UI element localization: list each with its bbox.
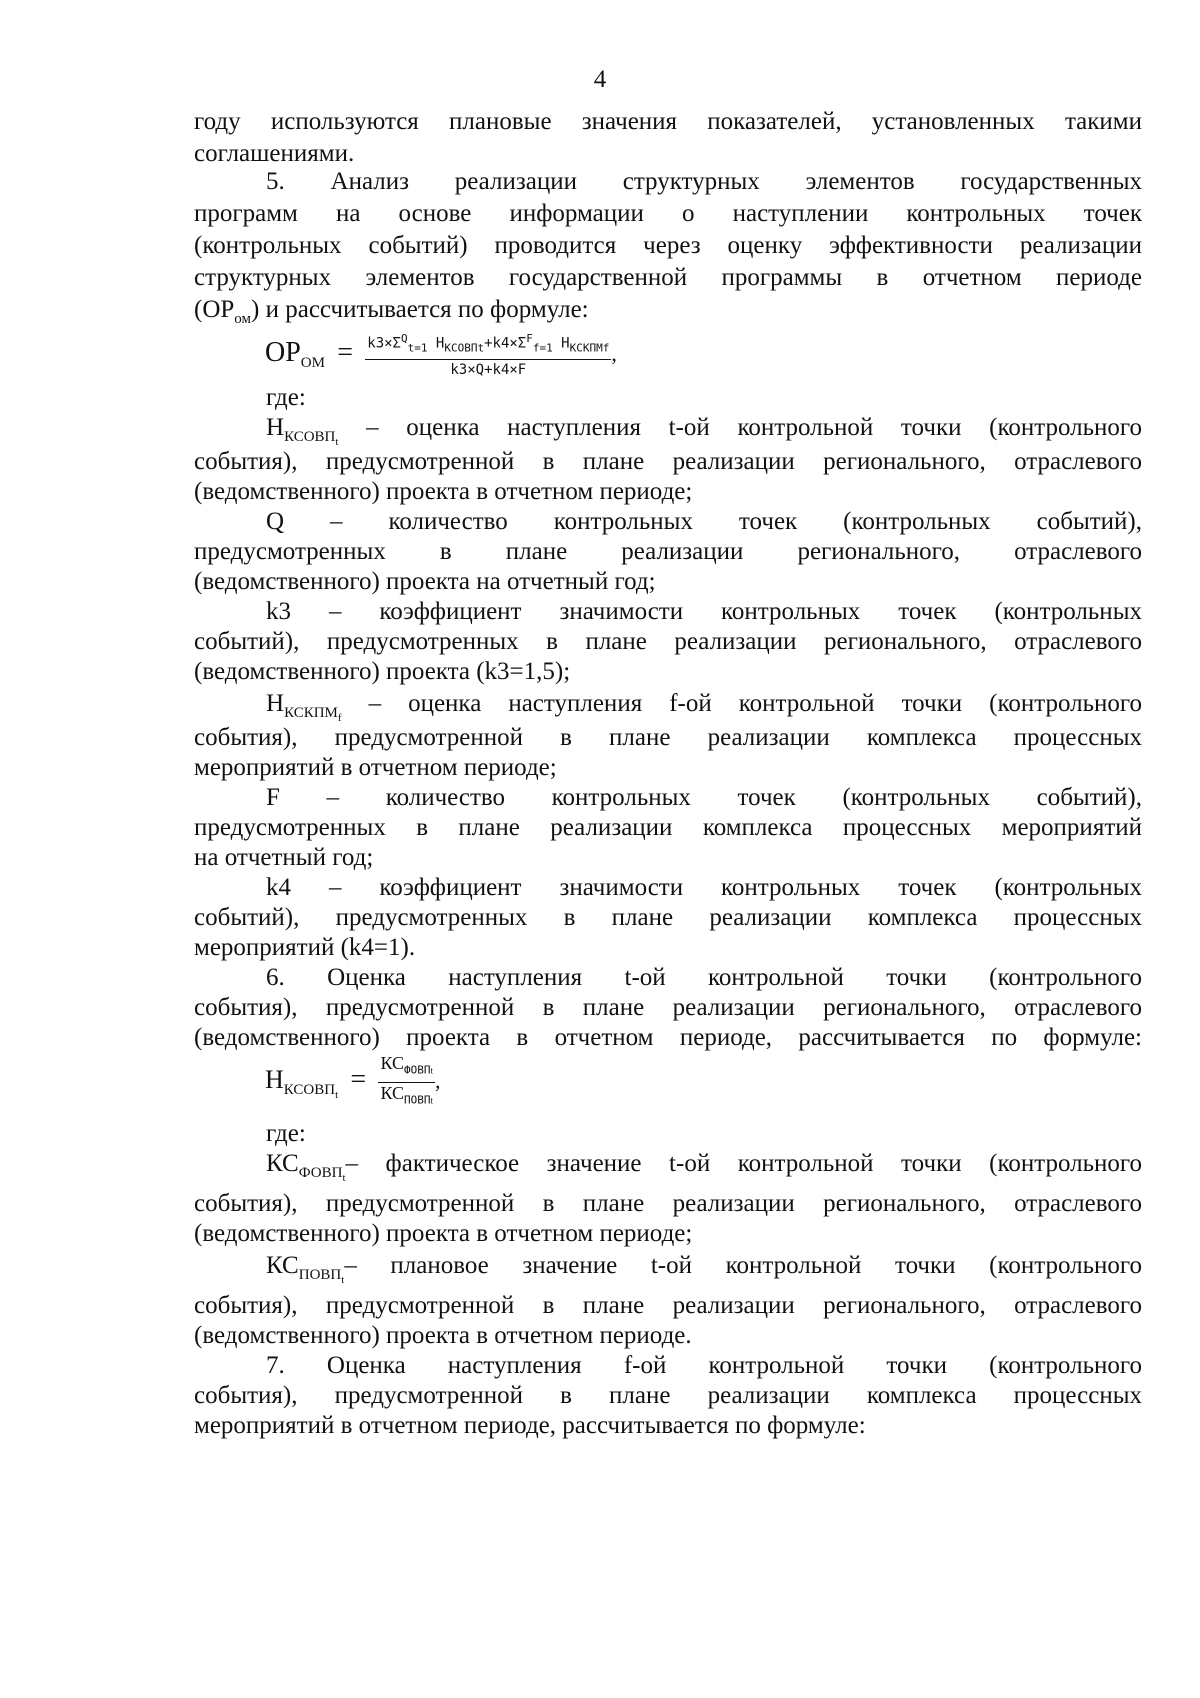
formula-lhs-sub: ОМ	[300, 354, 325, 371]
paragraph-6-start: 6. Оценка наступления t-ой контрольной точки (контрольного	[266, 964, 1142, 991]
symbol-subsub: t	[342, 1172, 346, 1184]
text-line: события), предусмотренной в плане реализации комплекса процессных	[194, 1382, 1142, 1409]
subscript: ом	[234, 311, 252, 327]
symbol-subsub: t	[341, 1274, 345, 1286]
text-line: события), предусмотренной в плане реализации регионального, отраслевого	[194, 1190, 1142, 1217]
formula-limit: Q	[400, 332, 408, 345]
formula-index: f=1	[532, 341, 553, 355]
formula-denominator: k3×Q+k4×F	[450, 362, 527, 379]
formula-limit: F	[526, 332, 533, 345]
text-line: события), предусмотренной в плане реализации регионального, отраслевого	[194, 448, 1142, 475]
text-line: события), предусмотренной в плане реализации регионального, отраслевого	[194, 1292, 1142, 1319]
text-line: предусмотренных в плане реализации регионального, отраслевого	[194, 538, 1142, 565]
formula-text: +k4×Σ	[484, 335, 527, 352]
formula-fraction	[378, 1054, 435, 1110]
formula-index: КСОВПt	[444, 341, 485, 355]
formula-text: Н	[552, 335, 570, 352]
formula-lhs-subsub: t	[335, 1088, 339, 1101]
formula-index: ФОВП	[404, 1063, 431, 1077]
text-line: (ведомственного) проекта в отчетном периоде.	[194, 1322, 692, 1349]
formula-subindex: t	[430, 1095, 434, 1106]
definition-k3: k3 – коэффициент значимости контрольных точек (контрольных	[266, 598, 1142, 625]
formula-numerator	[378, 1054, 435, 1083]
text-line: (ведомственного) проекта в отчетном периоде;	[194, 1220, 693, 1247]
symbol-sub	[298, 1165, 346, 1184]
text-line: (ведомственного) проекта на отчетный год;	[194, 568, 656, 595]
symbol-subsub: t	[335, 436, 339, 448]
symbol-subsub: f	[337, 712, 342, 724]
definition-k4: k4 – коэффициент значимости контрольных точек (контрольных	[266, 874, 1142, 901]
formula-numerator	[365, 330, 611, 360]
paragraph-5-start: 5. Анализ реализации структурных элементов государственных	[266, 168, 1142, 195]
formula-index: КСКПМf	[569, 341, 610, 355]
formula-op-om	[265, 330, 617, 380]
formula-lhs-sub-text: КСОВП	[283, 1081, 336, 1098]
text-line: события), предусмотренной в плане реализации регионального, отраслевого	[194, 994, 1142, 1021]
symbol-sub-text: ФОВП	[298, 1165, 343, 1181]
symbol-sub	[284, 429, 339, 448]
text-line: на отчетный год;	[194, 844, 374, 871]
text-line: событий), предусмотренных в плане реализации комплекса процессных	[194, 904, 1142, 931]
formula-index: t=1	[407, 341, 428, 355]
text-line: событий), предусмотренных в плане реализации регионального, отраслевого	[194, 628, 1142, 655]
definition-text: – оценка наступления t-ой контрольной точки (контрольного	[338, 414, 1142, 441]
symbol-sub	[284, 705, 342, 724]
symbol: КС	[266, 1150, 299, 1177]
text-line: структурных элементов государственной программы в отчетном периоде	[194, 264, 1142, 291]
formula-h-ksovp	[265, 1054, 441, 1111]
symbol: Н	[266, 690, 285, 717]
text-fragment: ) и рассчитывается по формуле:	[251, 296, 589, 323]
definition-q: Q – количество контрольных точек (контрольных событий),	[266, 508, 1142, 535]
text-line: (контрольных событий) проводится через оценку эффективности реализации	[194, 232, 1142, 259]
text-line: предусмотренных в плане реализации комплекса процессных мероприятий	[194, 814, 1142, 841]
formula-text: КС	[380, 1053, 405, 1073]
text-line: (ведомственного) проекта в отчетном периоде, рассчитывается по формуле:	[194, 1024, 1142, 1051]
formula-text: Н	[427, 335, 445, 352]
formula-fraction	[365, 330, 611, 380]
text-line: соглашениями.	[194, 140, 355, 167]
definition-text: – фактическое значение t-ой контрольной точки (контрольного	[345, 1150, 1142, 1177]
formula-lhs: Н	[265, 1064, 284, 1094]
text-line: мероприятий (k4=1).	[194, 934, 416, 961]
text-line: мероприятий в отчетном периоде;	[194, 754, 557, 781]
formula-equals: =	[350, 1063, 367, 1095]
symbol-sub-text: КСКПМ	[284, 705, 338, 721]
text-line: события), предусмотренной в плане реализации комплекса процессных	[194, 724, 1142, 751]
symbol-sub-text: ПОВП	[298, 1267, 342, 1283]
symbol-sub-text: КСОВП	[284, 429, 336, 445]
symbol-sub	[298, 1267, 345, 1286]
formula-subindex: t	[430, 1065, 434, 1076]
text-line: (ведомственного) проекта (k3=1,5);	[194, 658, 571, 685]
formula-lhs: OP	[265, 336, 301, 368]
text-line: программ на основе информации о наступлении контрольных точек	[194, 200, 1142, 227]
gde-label: где:	[266, 384, 306, 411]
formula-lhs-sub	[283, 1081, 339, 1101]
definition-text: – оценка наступления f-ой контрольной точки (контрольного	[341, 690, 1142, 717]
formula-comma: ,	[611, 340, 617, 366]
formula-denominator	[378, 1083, 435, 1111]
page-number: 4	[593, 66, 607, 93]
formula-comma: ,	[435, 1067, 441, 1093]
symbol: Н	[266, 414, 285, 441]
formula-text: k3×Σ	[367, 335, 401, 352]
definition-f: F – количество контрольных точек (контрольных событий),	[266, 784, 1142, 811]
formula-equals: =	[337, 336, 354, 368]
formula-text: КС	[380, 1082, 405, 1103]
symbol: КС	[266, 1252, 299, 1279]
text-line: мероприятий в отчетном периоде, рассчитывается по формуле:	[194, 1412, 866, 1439]
text-line	[194, 294, 1142, 335]
definition-text: – плановое значение t-ой контрольной точки (контрольного	[344, 1252, 1142, 1279]
gde-label: где:	[266, 1120, 306, 1147]
text-fragment: (ОР	[194, 296, 235, 323]
text-line: году используются плановые значения показателей, установленных такими	[194, 108, 1142, 135]
formula-index: ПОВП	[404, 1093, 431, 1107]
paragraph-7-start: 7. Оценка наступления f-ой контрольной точки (контрольного	[266, 1352, 1142, 1379]
text-line: (ведомственного) проекта в отчетном периоде;	[194, 478, 693, 505]
